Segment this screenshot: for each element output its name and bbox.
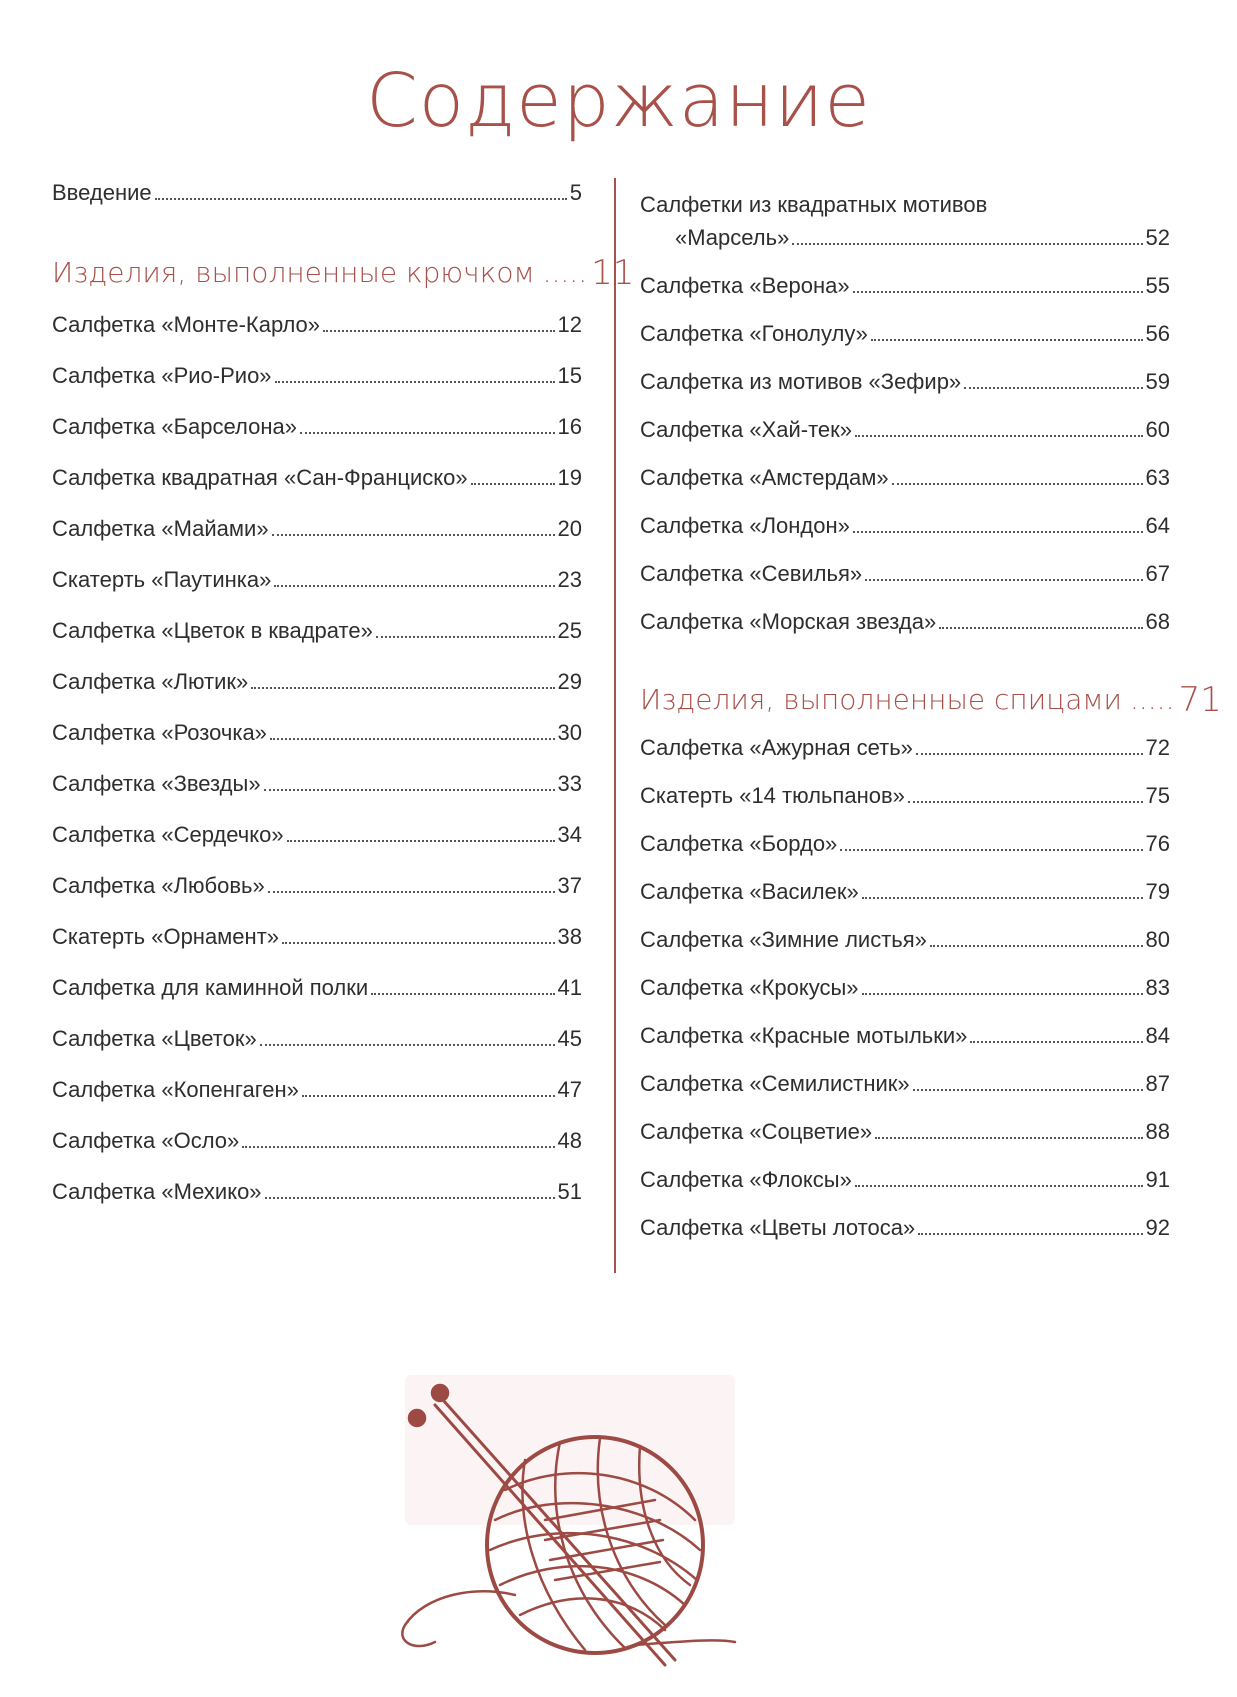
- toc-entry[interactable]: [52, 822, 582, 848]
- entry-page: 83: [1145, 975, 1170, 1000]
- entry-page: 30: [557, 720, 582, 745]
- entry-title: Скатерть «Орнамент»: [52, 924, 280, 949]
- toc-entry[interactable]: [52, 924, 582, 950]
- leader-dots: [918, 1233, 1142, 1235]
- toc-entry[interactable]: [52, 516, 582, 542]
- toc-entry[interactable]: [640, 1215, 1170, 1241]
- entry-page: 20: [557, 516, 582, 541]
- leader-dots: [913, 1089, 1143, 1091]
- entry-title: Салфетка «Красные мотыльки»: [640, 1023, 968, 1048]
- entry-page: 56: [1145, 321, 1170, 346]
- toc-entry[interactable]: [640, 927, 1170, 953]
- leader-dots: [792, 243, 1142, 245]
- toc-entry[interactable]: [52, 465, 582, 491]
- entry-title: Скатерть «Паутинка»: [52, 567, 272, 592]
- leader-dots: [272, 534, 555, 536]
- toc-entry[interactable]: [52, 363, 582, 389]
- entry-title: Салфетка «Осло»: [52, 1128, 240, 1153]
- toc-entry[interactable]: [640, 1023, 1170, 1049]
- entry-title: Салфетка «Лютик»: [52, 669, 249, 694]
- toc-entry[interactable]: [52, 567, 582, 593]
- entry-page: 25: [557, 618, 582, 643]
- entry-page: 55: [1145, 273, 1170, 298]
- toc-entry[interactable]: [52, 873, 582, 899]
- section-page: 71: [1178, 680, 1222, 720]
- leader-dots: [908, 801, 1143, 803]
- entry-title: Салфетка «Монте-Карло»: [52, 312, 321, 337]
- entry-title: Введение: [52, 180, 152, 205]
- knitting-list: [640, 735, 1170, 1241]
- entry-page: 45: [557, 1026, 582, 1051]
- leader-dots: [853, 531, 1143, 533]
- leader-dots: [274, 585, 554, 587]
- entry-page: 75: [1145, 783, 1170, 808]
- entry-title-line1: Салфетки из квадратных мотивов: [640, 192, 988, 217]
- leader-dots: [970, 1041, 1142, 1043]
- section-dots: .....: [542, 256, 588, 289]
- leader-dots: [242, 1146, 554, 1148]
- leader-dots: [930, 945, 1143, 947]
- leader-dots: [855, 1185, 1143, 1187]
- section-title: Изделия, выполненные крючком: [52, 256, 535, 289]
- page-title: Содержание: [366, 58, 871, 144]
- leader-dots: [287, 840, 555, 842]
- entry-page: 34: [557, 822, 582, 847]
- toc-entry[interactable]: [52, 414, 582, 440]
- entry-page: 5: [569, 180, 582, 205]
- entry-page: 15: [557, 363, 582, 388]
- leader-dots: [862, 897, 1143, 899]
- toc-entry[interactable]: [640, 465, 1170, 491]
- leader-dots: [840, 849, 1142, 851]
- toc-entry[interactable]: [52, 720, 582, 746]
- leader-dots: [853, 291, 1143, 293]
- entry-page: 16: [557, 414, 582, 439]
- leader-dots: [300, 432, 555, 434]
- entry-title: Скатерть «14 тюльпанов»: [640, 783, 905, 808]
- toc-entry[interactable]: [640, 783, 1170, 809]
- entry-title: Салфетка «Рио-Рио»: [52, 363, 272, 388]
- entry-page: 12: [557, 312, 582, 337]
- section-dots: .....: [1129, 683, 1175, 716]
- crochet-list-continued: [640, 192, 1170, 635]
- leader-dots: [371, 993, 554, 995]
- entry-page: 60: [1145, 417, 1170, 442]
- entry-title: Салфетка «Мехико»: [52, 1179, 262, 1204]
- entry-page: 84: [1145, 1023, 1170, 1048]
- entry-title: Салфетка «Бордо»: [640, 831, 838, 856]
- toc-entry[interactable]: [640, 879, 1170, 905]
- toc-entry[interactable]: [640, 561, 1170, 587]
- leader-dots: [323, 330, 554, 332]
- leader-dots: [270, 738, 555, 740]
- crochet-list: [52, 312, 582, 1205]
- entry-title: Салфетка «Копенгаген»: [52, 1077, 299, 1102]
- leader-dots: [892, 483, 1143, 485]
- entry-page: 38: [557, 924, 582, 949]
- leader-dots: [964, 387, 1142, 389]
- section-title: Изделия, выполненные спицами: [640, 683, 1122, 716]
- entry-title: Салфетка «Ажурная сеть»: [640, 735, 913, 760]
- entry-page: 67: [1145, 561, 1170, 586]
- entry-title: Салфетка «Звезды»: [52, 771, 261, 796]
- toc-entry[interactable]: [640, 273, 1170, 299]
- entry-title: Салфетка «Майами»: [52, 516, 269, 541]
- entry-page: 59: [1145, 369, 1170, 394]
- toc-entry-intro[interactable]: [52, 180, 582, 206]
- entry-title: Салфетка «Зимние листья»: [640, 927, 927, 952]
- yarn-ball-with-knitting-needles-icon: [395, 1380, 795, 1680]
- toc-entry[interactable]: [52, 618, 582, 644]
- leader-dots: [251, 687, 554, 689]
- entry-page: 19: [557, 465, 582, 490]
- entry-page: 80: [1145, 927, 1170, 952]
- toc-entry[interactable]: [52, 771, 582, 797]
- entry-title: Салфетка «Хай-тек»: [640, 417, 853, 442]
- entry-title: Салфетка «Морская звезда»: [640, 609, 937, 634]
- left-column: [52, 180, 635, 1230]
- entry-title: Салфетка «Сердечко»: [52, 822, 284, 847]
- entry-title: Салфетка «Барселона»: [52, 414, 297, 439]
- entry-title: Салфетка «Любовь»: [52, 873, 265, 898]
- entry-page: 33: [557, 771, 582, 796]
- right-column: [640, 192, 1222, 1263]
- leader-dots: [376, 636, 555, 638]
- toc-entry[interactable]: [640, 417, 1170, 443]
- entry-title: Салфетка «Крокусы»: [640, 975, 859, 1000]
- entry-title: Салфетка «Верона»: [640, 273, 850, 298]
- leader-dots: [265, 1197, 555, 1199]
- entry-page: 47: [557, 1077, 582, 1102]
- leader-dots: [471, 483, 555, 485]
- toc-entry[interactable]: [640, 975, 1170, 1001]
- leader-dots: [862, 993, 1143, 995]
- entry-page: 52: [1145, 225, 1170, 250]
- toc-entry[interactable]: [640, 1071, 1170, 1097]
- entry-title: Салфетка «Цветы лотоса»: [640, 1215, 916, 1240]
- leader-dots: [155, 198, 567, 200]
- toc-entry[interactable]: [640, 513, 1170, 539]
- column-divider: [614, 178, 616, 1273]
- entry-page: 37: [557, 873, 582, 898]
- entry-page: 29: [557, 669, 582, 694]
- leader-dots: [282, 942, 555, 944]
- entry-title: Салфетка «Флоксы»: [640, 1167, 852, 1192]
- toc-entry[interactable]: [52, 1128, 582, 1154]
- entry-page: 23: [557, 567, 582, 592]
- leader-dots: [275, 381, 555, 383]
- leader-dots: [302, 1095, 555, 1097]
- entry-page: 87: [1145, 1071, 1170, 1096]
- toc-entry[interactable]: [640, 192, 1170, 251]
- toc-entry[interactable]: [640, 831, 1170, 857]
- entry-page: 91: [1145, 1167, 1170, 1192]
- toc-entry[interactable]: [640, 1119, 1170, 1145]
- entry-title: Салфетка «Гонолулу»: [640, 321, 868, 346]
- entry-title: Салфетка «Соцветие»: [640, 1119, 873, 1144]
- toc-entry[interactable]: [640, 321, 1170, 347]
- entry-page: 92: [1145, 1215, 1170, 1240]
- entry-title: Салфетка «Василек»: [640, 879, 859, 904]
- toc-entry[interactable]: [52, 669, 582, 695]
- leader-dots: [865, 579, 1142, 581]
- toc-entry[interactable]: [52, 1179, 582, 1205]
- toc-entry[interactable]: [52, 975, 582, 1001]
- entry-title-line2: «Марсель»: [675, 225, 790, 250]
- entry-title: Салфетка «Лондон»: [640, 513, 850, 538]
- entry-page: 88: [1145, 1119, 1170, 1144]
- entry-title: Салфетка «Севилья»: [640, 561, 863, 586]
- toc-entry[interactable]: [52, 1077, 582, 1103]
- entry-title: Салфетка «Семилистник»: [640, 1071, 910, 1096]
- toc-entry[interactable]: [640, 735, 1170, 761]
- entry-title: Салфетка «Цветок»: [52, 1026, 257, 1051]
- leader-dots: [268, 891, 555, 893]
- entry-title: Салфетка «Розочка»: [52, 720, 267, 745]
- entry-page: 51: [557, 1179, 582, 1204]
- entry-title: Салфетка «Амстердам»: [640, 465, 889, 490]
- toc-entry[interactable]: [52, 1026, 582, 1052]
- leader-dots: [916, 753, 1143, 755]
- section-heading-knitting[interactable]: [640, 680, 1222, 720]
- entry-title: Салфетка «Цветок в квадрате»: [52, 618, 373, 643]
- leader-dots: [871, 339, 1143, 341]
- entry-page: 68: [1145, 609, 1170, 634]
- leader-dots: [855, 435, 1142, 437]
- entry-page: 48: [557, 1128, 582, 1153]
- entry-page: 64: [1145, 513, 1170, 538]
- entry-page: 63: [1145, 465, 1170, 490]
- entry-title: Салфетка для каминной полки: [52, 975, 369, 1000]
- section-page: 11: [591, 253, 635, 293]
- toc-entry[interactable]: [640, 609, 1170, 635]
- entry-title: Салфетка из мотивов «Зефир»: [640, 369, 962, 394]
- section-heading-crochet[interactable]: [52, 253, 635, 293]
- toc-entry[interactable]: [640, 1167, 1170, 1193]
- leader-dots: [875, 1137, 1142, 1139]
- entry-page: 76: [1145, 831, 1170, 856]
- entry-page: 72: [1145, 735, 1170, 760]
- leader-dots: [939, 627, 1142, 629]
- entry-page: 41: [557, 975, 582, 1000]
- leader-dots: [260, 1044, 555, 1046]
- leader-dots: [264, 789, 555, 791]
- entry-page: 79: [1145, 879, 1170, 904]
- toc-entry[interactable]: [52, 312, 582, 338]
- entry-title: Салфетка квадратная «Сан-Франциско»: [52, 465, 468, 490]
- entry-title-line2-row: [640, 225, 1170, 251]
- toc-entry[interactable]: [640, 369, 1170, 395]
